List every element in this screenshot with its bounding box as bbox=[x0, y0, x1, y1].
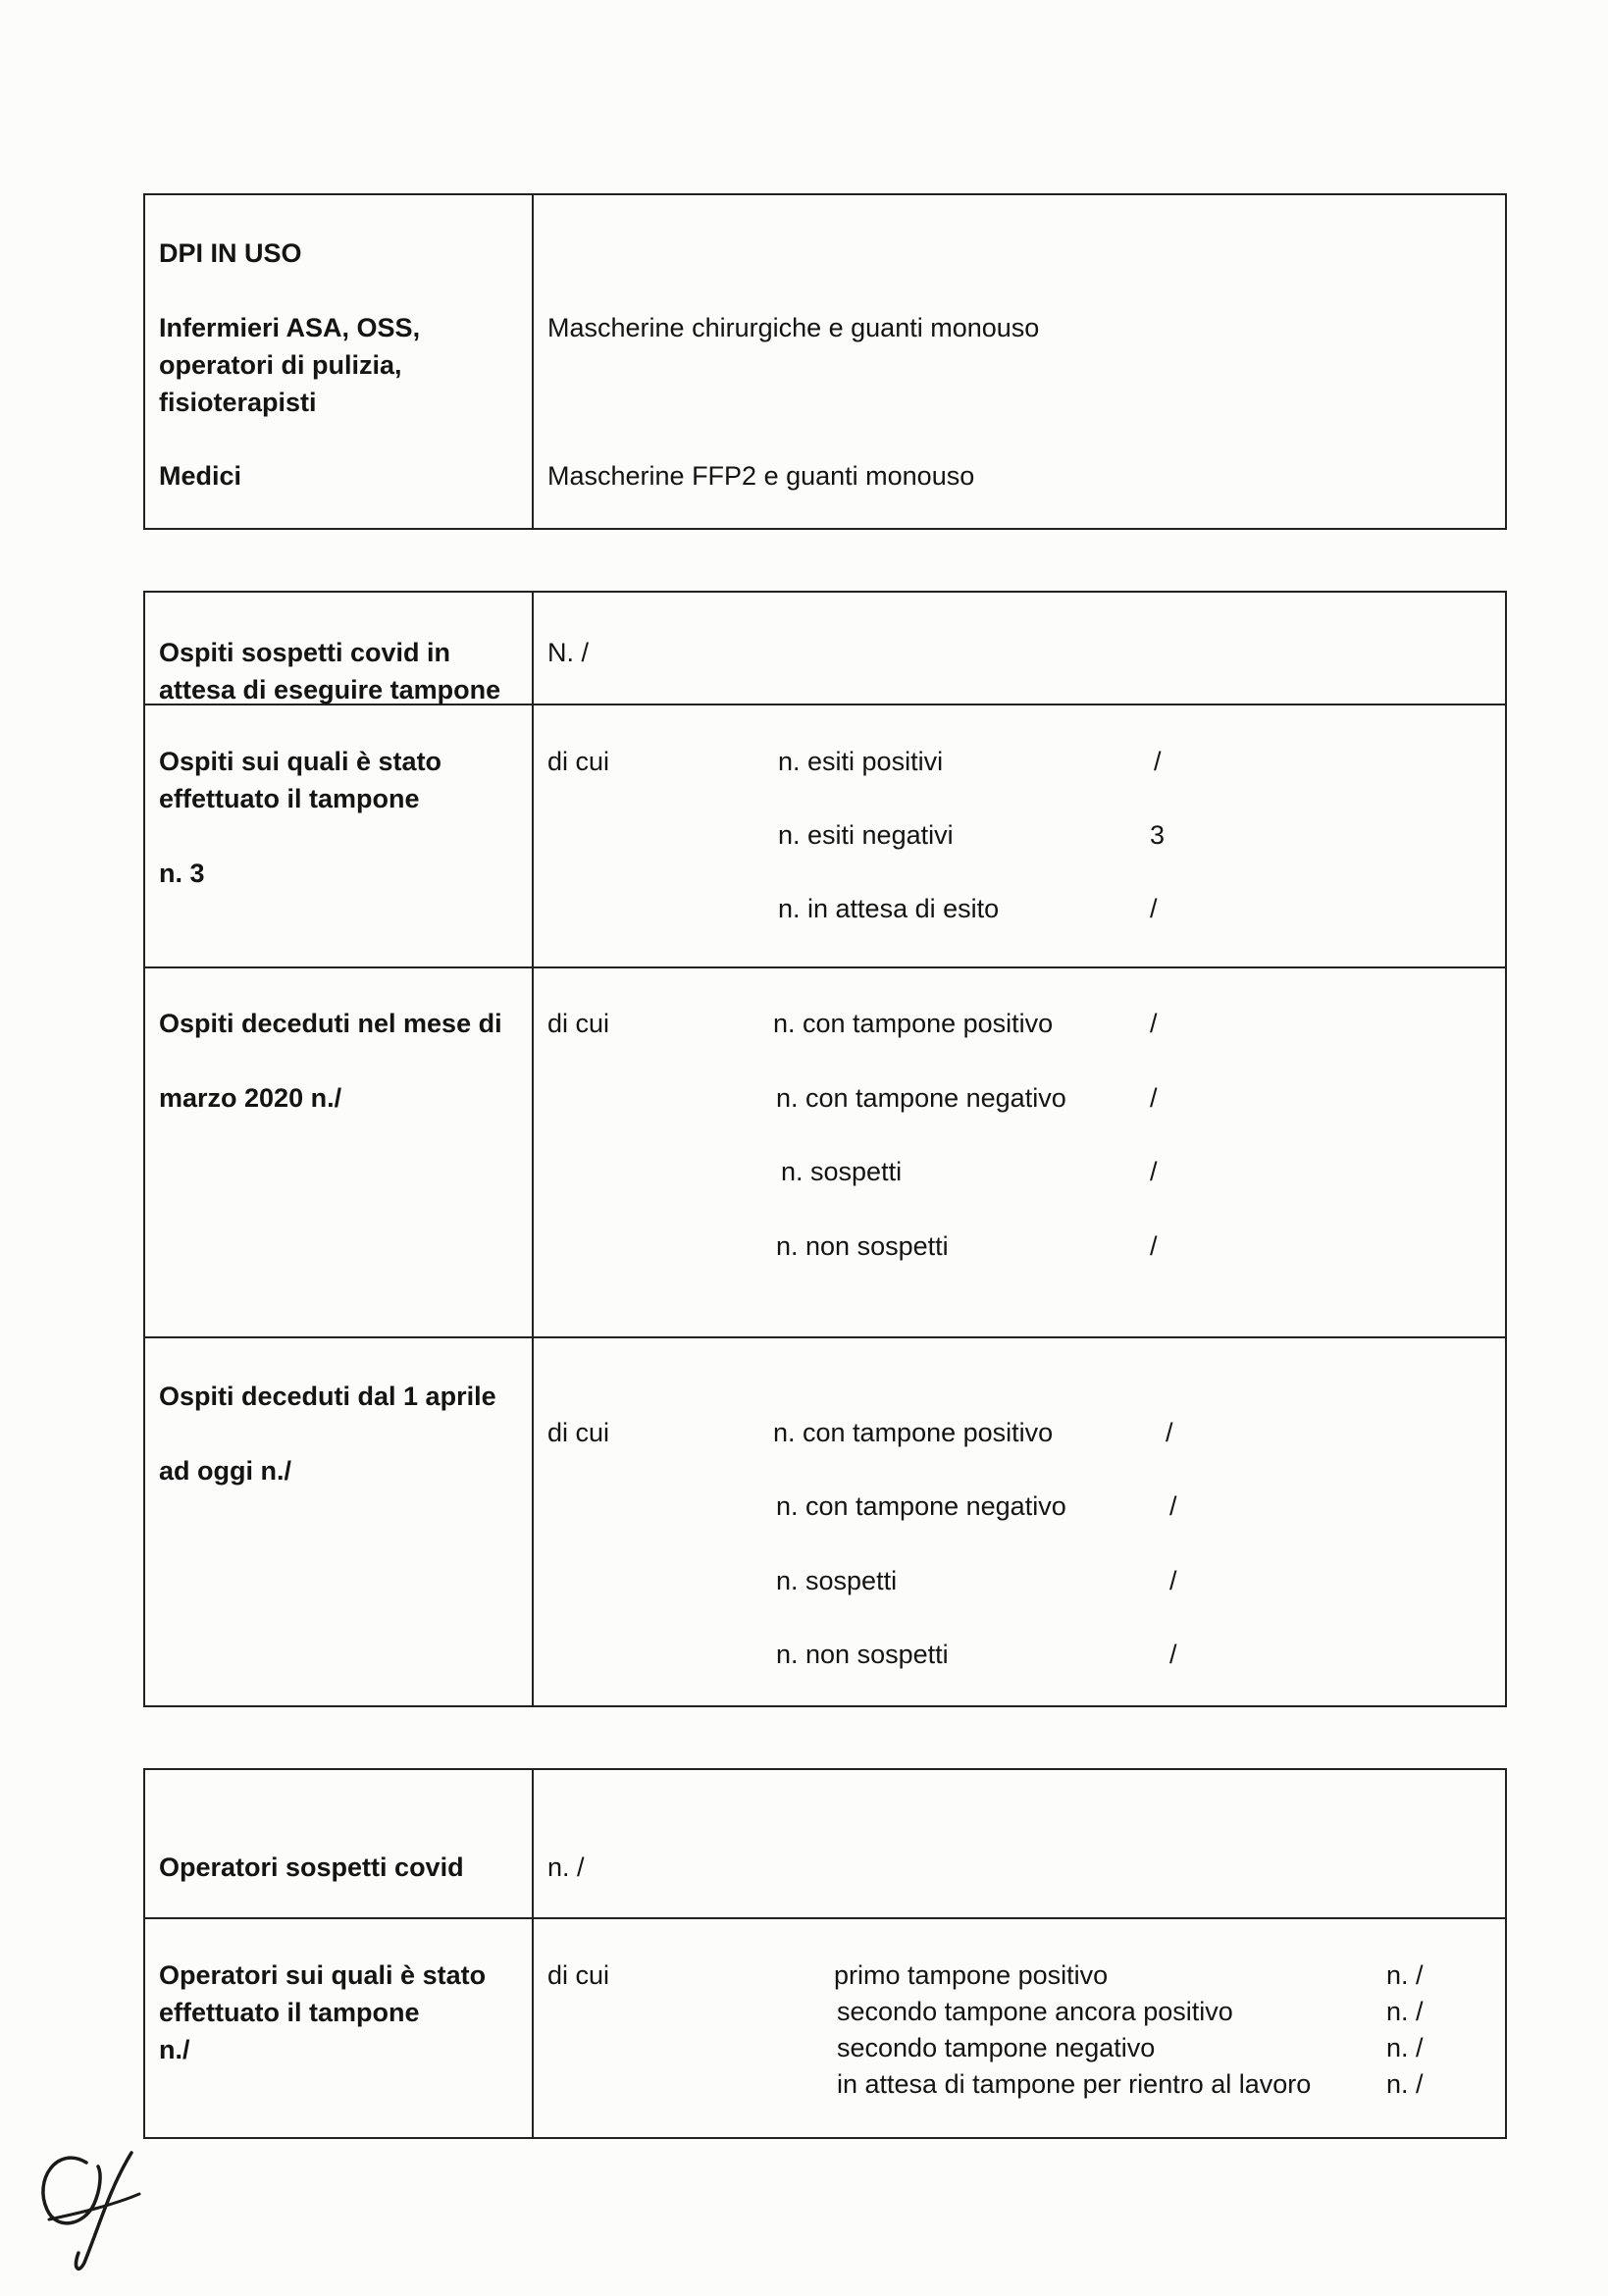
operatori-tampone-item-label: in attesa di tampone per rientro al lavoro bbox=[837, 2069, 1312, 2099]
ospiti-marzo-item-label: n. con tampone negativo bbox=[776, 1083, 1066, 1113]
operatori-tampone-label: Operatori sui quali è stato effettuato il tampone n./ bbox=[159, 1960, 487, 2064]
ospiti-marzo-item-value: / bbox=[1150, 1009, 1158, 1038]
ospiti-tampone-item-value: / bbox=[1150, 894, 1158, 923]
ospiti-column-divider bbox=[532, 593, 534, 1705]
ospiti-tampone-item-value: / bbox=[1154, 747, 1162, 776]
ospiti-table bbox=[143, 591, 1507, 1707]
operatori-tampone-item-label: primo tampone positivo bbox=[834, 1960, 1109, 1990]
ospiti-aprile-item-label: n. con tampone positivo bbox=[773, 1418, 1054, 1447]
dpi-row1-value: Mascherine chirurgiche e guanti monouso bbox=[547, 313, 1040, 342]
operatori-row-divider bbox=[145, 1917, 1505, 1919]
ospiti-aprile-item-value: / bbox=[1169, 1640, 1177, 1669]
signature-initials bbox=[29, 2129, 147, 2276]
ospiti-tampone-count: n. 3 bbox=[159, 859, 205, 888]
ospiti-aprile-item-label: n. non sospetti bbox=[776, 1640, 949, 1669]
ospiti-marzo-dicui: di cui bbox=[547, 1009, 610, 1038]
ospiti-tampone-label: Ospiti sui quali è stato effettuato il tampone bbox=[159, 747, 442, 813]
operatori-tampone-dicui: di cui bbox=[547, 1960, 610, 1990]
ospiti-marzo-label: Ospiti deceduti nel mese di bbox=[159, 1009, 502, 1038]
ospiti-marzo-item-label: n. con tampone positivo bbox=[773, 1009, 1054, 1038]
ospiti-aprile-dicui: di cui bbox=[547, 1418, 610, 1447]
operatori-sospetti-label: Operatori sospetti covid bbox=[159, 1852, 464, 1882]
ospiti-aprile-label-count: ad oggi n./ bbox=[159, 1456, 291, 1486]
dpi-row2-label: Medici bbox=[159, 461, 242, 491]
ospiti-marzo-item-label: n. non sospetti bbox=[776, 1231, 949, 1261]
ospiti-row-divider-2 bbox=[145, 966, 1505, 968]
operatori-sospetti-value: n. / bbox=[547, 1852, 585, 1882]
operatori-tampone-item-value: n. / bbox=[1386, 1960, 1424, 1990]
dpi-column-divider bbox=[532, 195, 534, 528]
ospiti-tampone-item-label: n. esiti positivi bbox=[778, 747, 944, 776]
operatori-tampone-item-label: secondo tampone negativo bbox=[837, 2033, 1156, 2062]
ospiti-row-divider-3 bbox=[145, 1336, 1505, 1338]
operatori-column-divider bbox=[532, 1770, 534, 2137]
ospiti-aprile-item-value: / bbox=[1169, 1566, 1177, 1595]
ospiti-marzo-item-value: / bbox=[1150, 1083, 1158, 1113]
ospiti-aprile-label: Ospiti deceduti dal 1 aprile bbox=[159, 1382, 496, 1411]
ospiti-tampone-item-label: n. in attesa di esito bbox=[778, 894, 1000, 923]
ospiti-aprile-item-value: / bbox=[1166, 1418, 1173, 1447]
ospiti-aprile-item-label: n. con tampone negativo bbox=[776, 1491, 1066, 1521]
ospiti-tampone-dicui: di cui bbox=[547, 747, 610, 776]
dpi-row2-value: Mascherine FFP2 e guanti monouso bbox=[547, 461, 975, 491]
dpi-row1-label: Infermieri ASA, OSS, operatori di pulizia, fisioterapisti bbox=[159, 313, 421, 417]
ospiti-marzo-item-label: n. sospetti bbox=[781, 1157, 903, 1186]
dpi-table bbox=[143, 193, 1507, 530]
ospiti-sospetti-label: Ospiti sospetti covid in attesa di eseguire tampone bbox=[159, 638, 501, 704]
ospiti-marzo-item-value: / bbox=[1150, 1231, 1158, 1261]
ospiti-tampone-item-label: n. esiti negativi bbox=[778, 820, 954, 850]
ospiti-marzo-item-value: / bbox=[1150, 1157, 1158, 1186]
dpi-title: DPI IN USO bbox=[159, 238, 302, 268]
ospiti-aprile-item-label: n. sospetti bbox=[776, 1566, 898, 1595]
operatori-table bbox=[143, 1768, 1507, 2139]
operatori-tampone-item-value: n. / bbox=[1386, 1997, 1424, 2026]
operatori-tampone-item-value: n. / bbox=[1386, 2033, 1424, 2062]
ospiti-sospetti-value: N. / bbox=[547, 638, 590, 667]
operatori-tampone-item-value: n. / bbox=[1386, 2069, 1424, 2099]
ospiti-tampone-item-value: 3 bbox=[1150, 820, 1166, 850]
ospiti-marzo-label-count: marzo 2020 n./ bbox=[159, 1083, 342, 1113]
operatori-tampone-item-label: secondo tampone ancora positivo bbox=[837, 1997, 1233, 2026]
ospiti-aprile-item-value: / bbox=[1169, 1491, 1177, 1521]
